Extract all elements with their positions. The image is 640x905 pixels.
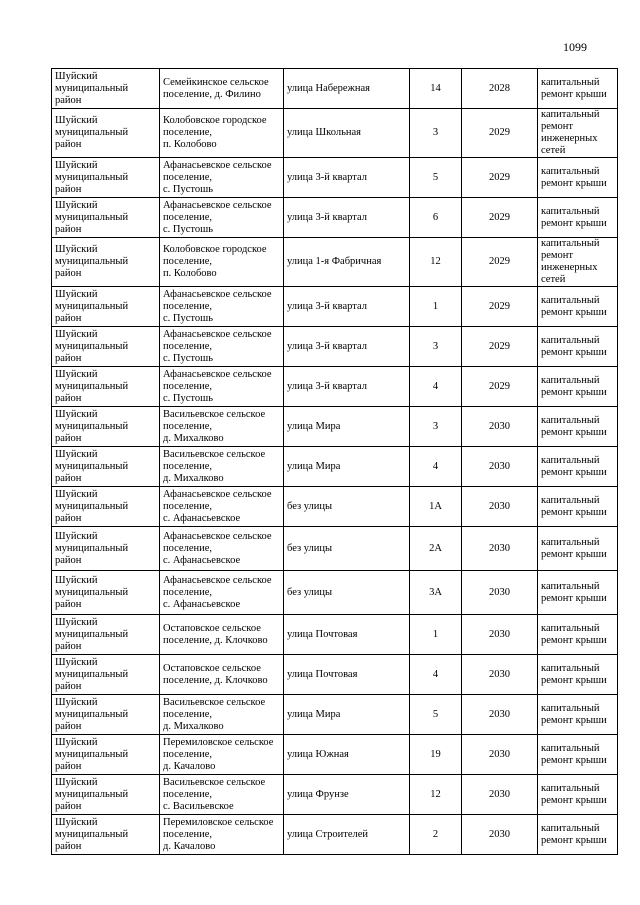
house-number-cell: 2 xyxy=(410,815,462,855)
street-cell: улица Строителей xyxy=(284,815,410,855)
table-row xyxy=(52,367,618,407)
year-cell: 2030 xyxy=(462,735,538,775)
settlement-cell: Афанасьевское сельское поселение, с. Пустошь xyxy=(160,327,284,367)
settlement-cell: Остаповское сельское поселение, д. Клочково xyxy=(160,615,284,655)
street-cell: без улицы xyxy=(284,487,410,527)
house-number-cell: 4 xyxy=(410,655,462,695)
work-type-cell: капитальный ремонт крыши xyxy=(538,815,618,855)
table-row xyxy=(52,527,618,571)
house-number-cell: 14 xyxy=(410,69,462,109)
year-cell: 2029 xyxy=(462,367,538,407)
table-row xyxy=(52,109,618,158)
district-cell: Шуйский муниципальный район xyxy=(52,69,160,109)
settlement-cell: Афанасьевское сельское поселение, с. Афанасьевское xyxy=(160,527,284,571)
year-cell: 2030 xyxy=(462,615,538,655)
house-number-cell: 2А xyxy=(410,527,462,571)
district-cell: Шуйский муниципальный район xyxy=(52,367,160,407)
work-type-cell: капитальный ремонт крыши xyxy=(538,158,618,198)
district-cell: Шуйский муниципальный район xyxy=(52,198,160,238)
work-type-cell: капитальный ремонт крыши xyxy=(538,287,618,327)
settlement-cell: Афанасьевское сельское поселение, с. Пустошь xyxy=(160,158,284,198)
house-number-cell: 5 xyxy=(410,695,462,735)
year-cell: 2030 xyxy=(462,815,538,855)
settlement-cell: Перемиловское сельское поселение, д. Качалово xyxy=(160,735,284,775)
table-row xyxy=(52,815,618,855)
street-cell: улица Набережная xyxy=(284,69,410,109)
district-cell: Шуйский муниципальный район xyxy=(52,238,160,287)
street-cell: улица 1-я Фабричная xyxy=(284,238,410,287)
table-row xyxy=(52,158,618,198)
house-number-cell: 6 xyxy=(410,198,462,238)
year-cell: 2030 xyxy=(462,407,538,447)
district-cell: Шуйский муниципальный район xyxy=(52,527,160,571)
table-row xyxy=(52,327,618,367)
street-cell: улица 3-й квартал xyxy=(284,198,410,238)
year-cell: 2029 xyxy=(462,287,538,327)
street-cell: улица Почтовая xyxy=(284,655,410,695)
year-cell: 2029 xyxy=(462,109,538,158)
district-cell: Шуйский муниципальный район xyxy=(52,615,160,655)
year-cell: 2030 xyxy=(462,775,538,815)
table-body xyxy=(52,69,618,855)
district-cell: Шуйский муниципальный район xyxy=(52,487,160,527)
year-cell: 2029 xyxy=(462,158,538,198)
street-cell: улица Почтовая xyxy=(284,615,410,655)
year-cell: 2029 xyxy=(462,198,538,238)
work-type-cell: капитальный ремонт крыши xyxy=(538,407,618,447)
year-cell: 2030 xyxy=(462,571,538,615)
work-type-cell: капитальный ремонт крыши xyxy=(538,695,618,735)
work-type-cell: капитальный ремонт крыши xyxy=(538,655,618,695)
house-number-cell: 12 xyxy=(410,238,462,287)
year-cell: 2029 xyxy=(462,327,538,367)
street-cell: без улицы xyxy=(284,571,410,615)
work-type-cell: капитальный ремонт крыши xyxy=(538,327,618,367)
work-type-cell: капитальный ремонт крыши xyxy=(538,615,618,655)
year-cell: 2028 xyxy=(462,69,538,109)
street-cell: улица 3-й квартал xyxy=(284,287,410,327)
year-cell: 2030 xyxy=(462,655,538,695)
work-type-cell: капитальный ремонт крыши xyxy=(538,487,618,527)
year-cell: 2030 xyxy=(462,447,538,487)
settlement-cell: Афанасьевское сельское поселение, с. Пустошь xyxy=(160,287,284,327)
settlement-cell: Васильевское сельское поселение, д. Михалково xyxy=(160,695,284,735)
district-cell: Шуйский муниципальный район xyxy=(52,775,160,815)
house-number-cell: 1А xyxy=(410,487,462,527)
house-number-cell: 12 xyxy=(410,775,462,815)
work-type-cell: капитальный ремонт крыши xyxy=(538,69,618,109)
table-row xyxy=(52,407,618,447)
table-row xyxy=(52,287,618,327)
house-number-cell: 3 xyxy=(410,327,462,367)
work-type-cell: капитальный ремонт инженерных сетей xyxy=(538,109,618,158)
street-cell: улица Мира xyxy=(284,407,410,447)
settlement-cell: Васильевское сельское поселение, д. Михалково xyxy=(160,447,284,487)
work-type-cell: капитальный ремонт крыши xyxy=(538,447,618,487)
district-cell: Шуйский муниципальный район xyxy=(52,571,160,615)
work-type-cell: капитальный ремонт крыши xyxy=(538,198,618,238)
work-type-cell: капитальный ремонт крыши xyxy=(538,571,618,615)
settlement-cell: Афанасьевское сельское поселение, с. Афанасьевское xyxy=(160,487,284,527)
street-cell: улица 3-й квартал xyxy=(284,367,410,407)
table-row xyxy=(52,238,618,287)
district-cell: Шуйский муниципальный район xyxy=(52,447,160,487)
table-row xyxy=(52,775,618,815)
house-number-cell: 1 xyxy=(410,287,462,327)
street-cell: улица 3-й квартал xyxy=(284,327,410,367)
house-number-cell: 1 xyxy=(410,615,462,655)
settlement-cell: Семейкинское сельское поселение, д. Филино xyxy=(160,69,284,109)
work-type-cell: капитальный ремонт инженерных сетей xyxy=(538,238,618,287)
work-type-cell: капитальный ремонт крыши xyxy=(538,527,618,571)
work-type-cell: капитальный ремонт крыши xyxy=(538,775,618,815)
settlement-cell: Афанасьевское сельское поселение, с. Пустошь xyxy=(160,367,284,407)
house-number-cell: 3А xyxy=(410,571,462,615)
page-number: 1099 xyxy=(563,40,587,54)
district-cell: Шуйский муниципальный район xyxy=(52,158,160,198)
house-number-cell: 3 xyxy=(410,407,462,447)
table-row xyxy=(52,655,618,695)
work-type-cell: капитальный ремонт крыши xyxy=(538,367,618,407)
district-cell: Шуйский муниципальный район xyxy=(52,109,160,158)
work-type-cell: капитальный ремонт крыши xyxy=(538,735,618,775)
year-cell: 2030 xyxy=(462,527,538,571)
settlement-cell: Колобовское городское поселение, п. Колобово xyxy=(160,109,284,158)
district-cell: Шуйский муниципальный район xyxy=(52,407,160,447)
table-row xyxy=(52,571,618,615)
street-cell: улица Мира xyxy=(284,447,410,487)
house-number-cell: 19 xyxy=(410,735,462,775)
street-cell: улица 3-й квартал xyxy=(284,158,410,198)
table-row xyxy=(52,735,618,775)
settlement-cell: Перемиловское сельское поселение, д. Качалово xyxy=(160,815,284,855)
settlement-cell: Колобовское городское поселение, п. Колобово xyxy=(160,238,284,287)
district-cell: Шуйский муниципальный район xyxy=(52,327,160,367)
district-cell: Шуйский муниципальный район xyxy=(52,287,160,327)
street-cell: улица Школьная xyxy=(284,109,410,158)
housing-repair-table xyxy=(51,68,618,855)
table-row xyxy=(52,615,618,655)
district-cell: Шуйский муниципальный район xyxy=(52,815,160,855)
street-cell: улица Южная xyxy=(284,735,410,775)
house-number-cell: 5 xyxy=(410,158,462,198)
table-row xyxy=(52,487,618,527)
district-cell: Шуйский муниципальный район xyxy=(52,655,160,695)
table-row xyxy=(52,695,618,735)
table-row xyxy=(52,69,618,109)
house-number-cell: 4 xyxy=(410,367,462,407)
house-number-cell: 3 xyxy=(410,109,462,158)
year-cell: 2030 xyxy=(462,695,538,735)
settlement-cell: Васильевское сельское поселение, с. Васильевское xyxy=(160,775,284,815)
table-row xyxy=(52,447,618,487)
settlement-cell: Афанасьевское сельское поселение, с. Афанасьевское xyxy=(160,571,284,615)
district-cell: Шуйский муниципальный район xyxy=(52,695,160,735)
district-cell: Шуйский муниципальный район xyxy=(52,735,160,775)
street-cell: без улицы xyxy=(284,527,410,571)
settlement-cell: Васильевское сельское поселение, д. Михалково xyxy=(160,407,284,447)
year-cell: 2030 xyxy=(462,487,538,527)
street-cell: улица Фрунзе xyxy=(284,775,410,815)
table-row xyxy=(52,198,618,238)
settlement-cell: Афанасьевское сельское поселение, с. Пустошь xyxy=(160,198,284,238)
settlement-cell: Остаповское сельское поселение, д. Клочково xyxy=(160,655,284,695)
house-number-cell: 4 xyxy=(410,447,462,487)
year-cell: 2029 xyxy=(462,238,538,287)
street-cell: улица Мира xyxy=(284,695,410,735)
